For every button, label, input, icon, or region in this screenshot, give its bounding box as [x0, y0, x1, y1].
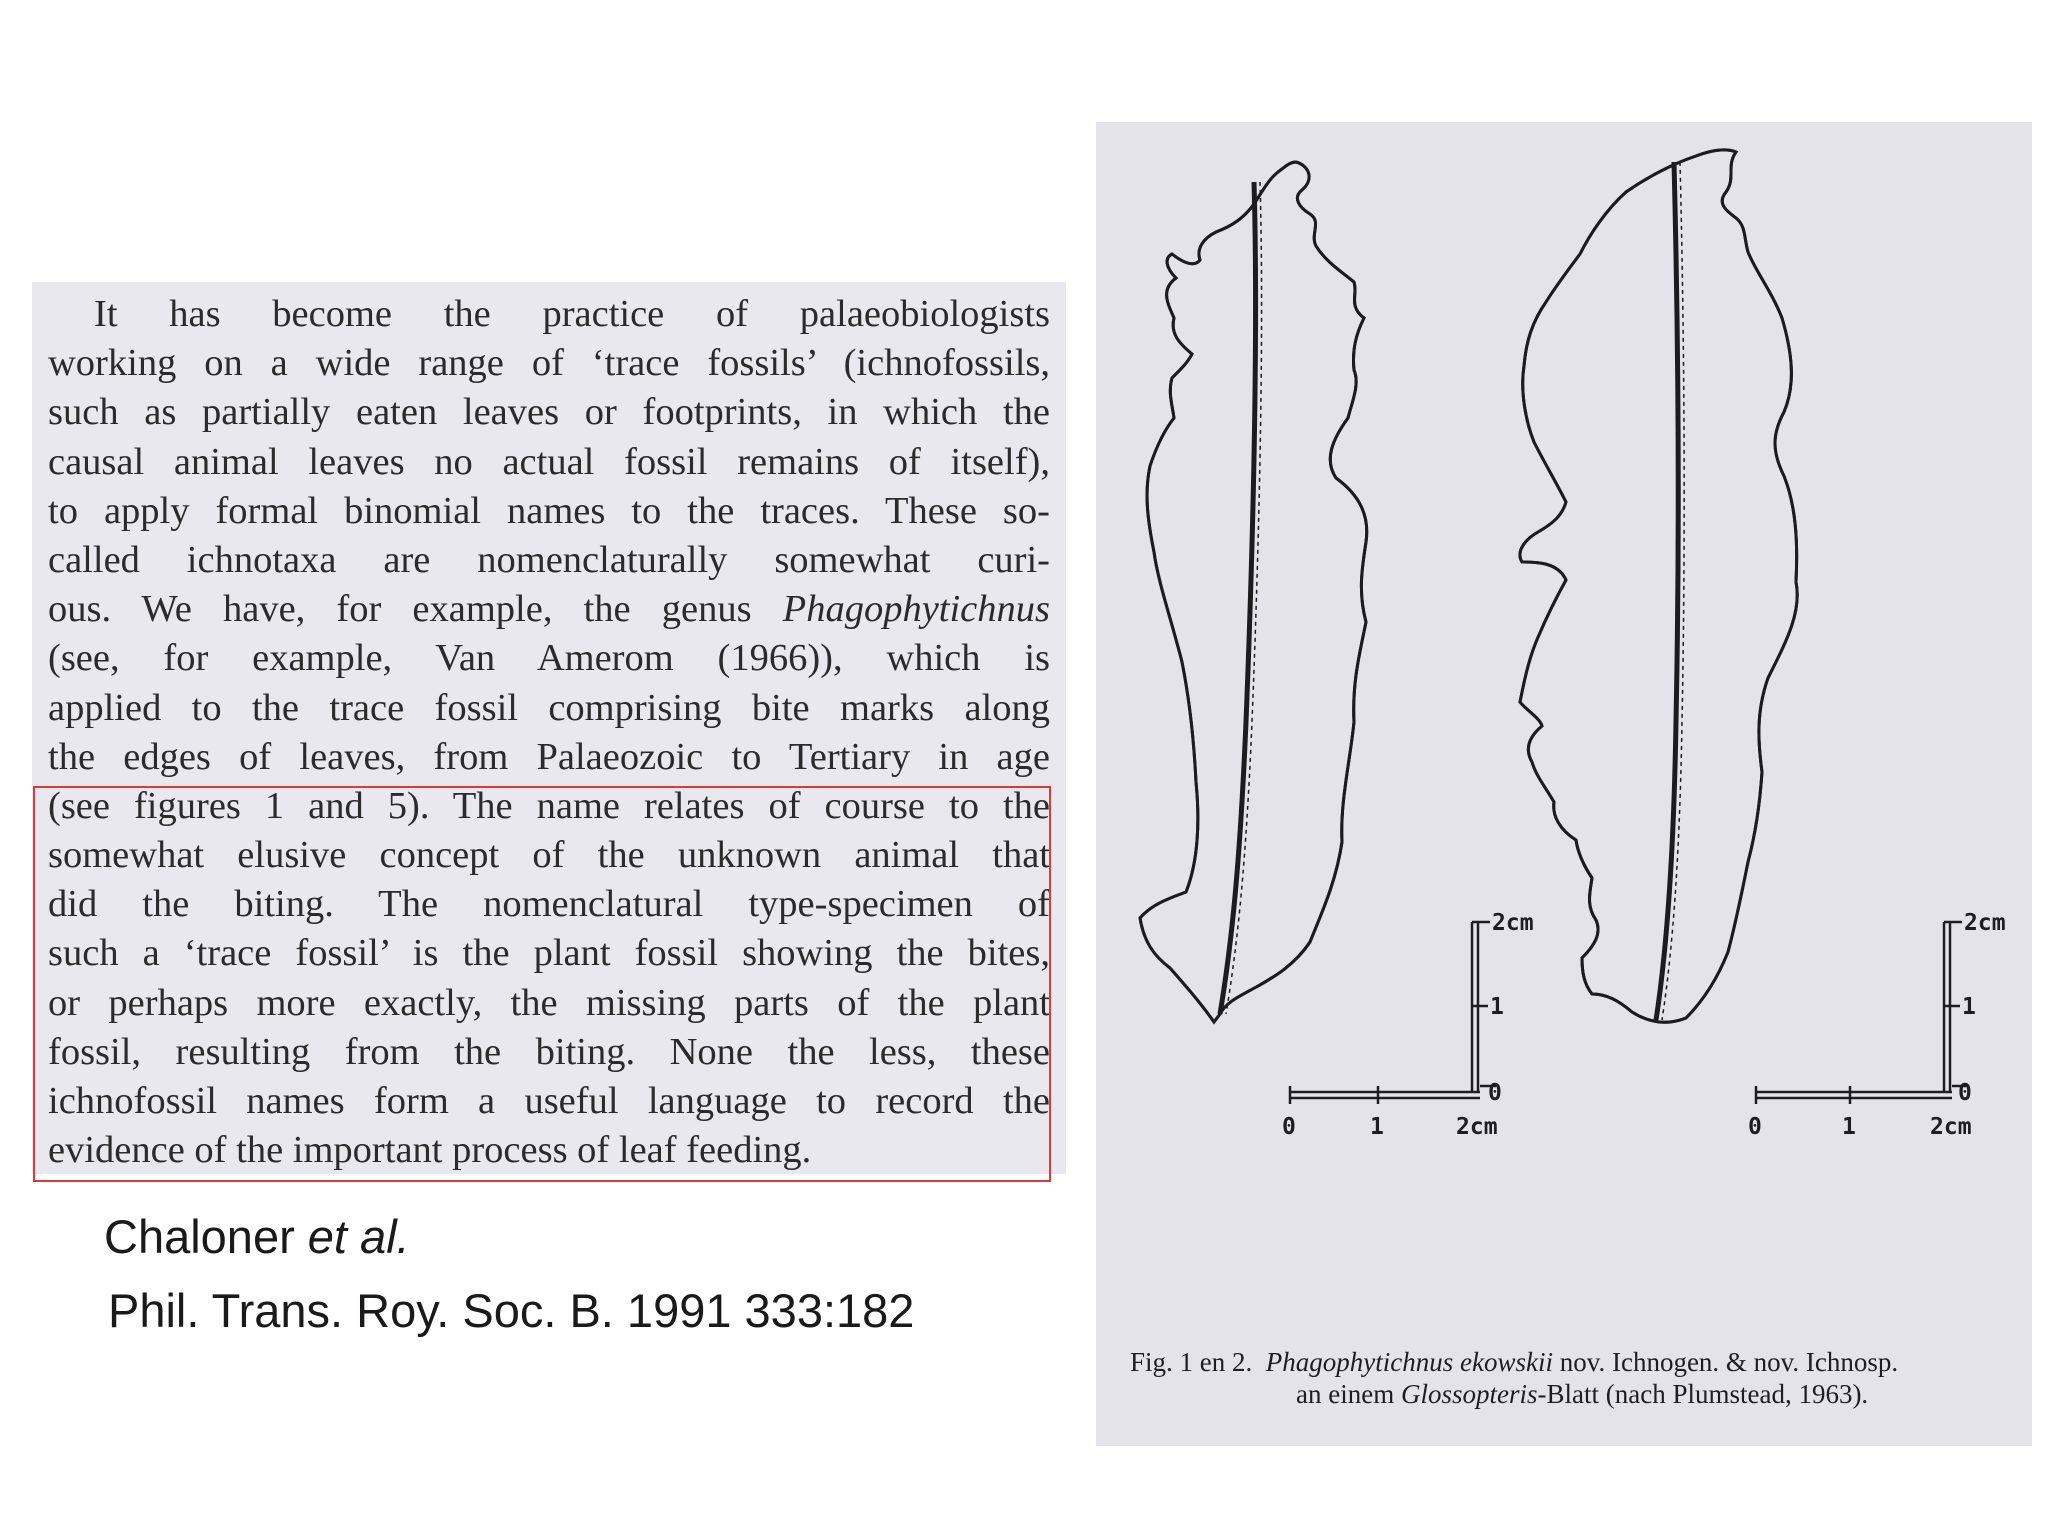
paragraph-line: the edges of leaves, from Palaeozoic to Tertiary in age [48, 735, 1050, 778]
paragraph-line: called ichnotaxa are nomenclaturally somewhat curi- [48, 538, 1050, 581]
paragraph-line: causal animal leaves no actual fossil remains of itself), [48, 440, 1050, 483]
leaf-drawing-1 [1140, 162, 1367, 1022]
caption-line2-start: an einem [1296, 1379, 1395, 1409]
paragraph-line: evidence of the important process of leaf feeding. [48, 1129, 812, 1172]
paragraph-line: such a ‘trace fossil’ is the plant fossil showing the bites, [48, 932, 1050, 975]
citation-author [104, 1200, 914, 1274]
paragraph-line: (see figures 1 and 5). The name relates of course to the [48, 784, 1050, 827]
scale-1-zero-label: 0 [1488, 1080, 1502, 1106]
citation-journal: Phil. Trans. Roy. Soc. B. 1991 333:182 [108, 1284, 915, 1337]
scale-1-bottom-0: 0 [1282, 1114, 1296, 1140]
scale-2-bottom-1: 1 [1842, 1114, 1856, 1140]
paragraph-line: (see, for example, Van Amerom (1966)), which is [48, 637, 1050, 680]
genus-intro-text: ous. We have, for example, the genus [48, 588, 752, 631]
leaf-figure [1096, 122, 2032, 1446]
paragraph-line-genus [48, 585, 1050, 634]
paragraph-line: somewhat elusive concept of the unknown animal that [48, 834, 1050, 877]
scale-1-bottom-1: 1 [1370, 1114, 1384, 1140]
paragraph-line: such as partially eaten leaves or footprints, in which the [48, 391, 1050, 434]
paragraph-line: It has become the practice of palaeobiologists [94, 293, 1050, 335]
scale-bar-2 [1756, 922, 1968, 1104]
caption-rest: nov. Ichnogen. & nov. Ichnosp. [1559, 1347, 1899, 1377]
scale-2-bottom-2: 2cm [1930, 1114, 1972, 1140]
paragraph-line: working on a wide range of ‘trace fossils’ (ichnofossils, [48, 342, 1050, 385]
paragraph-line: ichnofossil names form a useful language to record the [48, 1080, 1050, 1122]
paragraph-line: fossil, resulting from the biting. None the less, these [48, 1030, 1050, 1073]
citation [104, 1200, 914, 1348]
scale-2-mid-label: 1 [1962, 994, 1976, 1020]
paragraph-line: did the biting. The nomenclatural type-specimen of [48, 883, 1050, 926]
leaf-drawing-2 [1520, 150, 1797, 1022]
caption-line2-end: -Blatt (nach Plumstead, 1963). [1537, 1379, 1869, 1409]
scale-bar-1 [1290, 922, 1496, 1104]
highlight-box [33, 786, 1051, 1182]
caption-line-2 [1130, 1378, 2010, 1410]
genus-name: Phagophytichnus [782, 588, 1050, 631]
scale-1-top-label: 2cm [1492, 910, 1534, 936]
caption-genus: Glossopteris [1400, 1379, 1538, 1409]
scale-2-bottom-0: 0 [1748, 1114, 1762, 1140]
paragraph-line: applied to the trace fossil comprising bite marks along [48, 686, 1050, 729]
figure-caption [1130, 1346, 2010, 1410]
author-name: Chaloner [104, 1210, 295, 1263]
scale-1-bottom-2: 2cm [1456, 1114, 1498, 1140]
caption-prefix: Fig. 1 en 2. [1130, 1347, 1253, 1377]
caption-species: Phagophytichnus ekowskii [1265, 1347, 1553, 1377]
caption-line-1 [1130, 1346, 2010, 1378]
scale-1-mid-label: 1 [1490, 994, 1504, 1020]
figure-panel [1096, 122, 2032, 1446]
et-al: et al. [307, 1210, 410, 1263]
scale-2-zero-label: 0 [1958, 1080, 1972, 1106]
scale-2-top-label: 2cm [1964, 910, 2006, 936]
paragraph-line: to apply formal binomial names to the traces. These so- [48, 489, 1050, 532]
paragraph-line: or perhaps more exactly, the missing parts of the plant [48, 981, 1050, 1024]
